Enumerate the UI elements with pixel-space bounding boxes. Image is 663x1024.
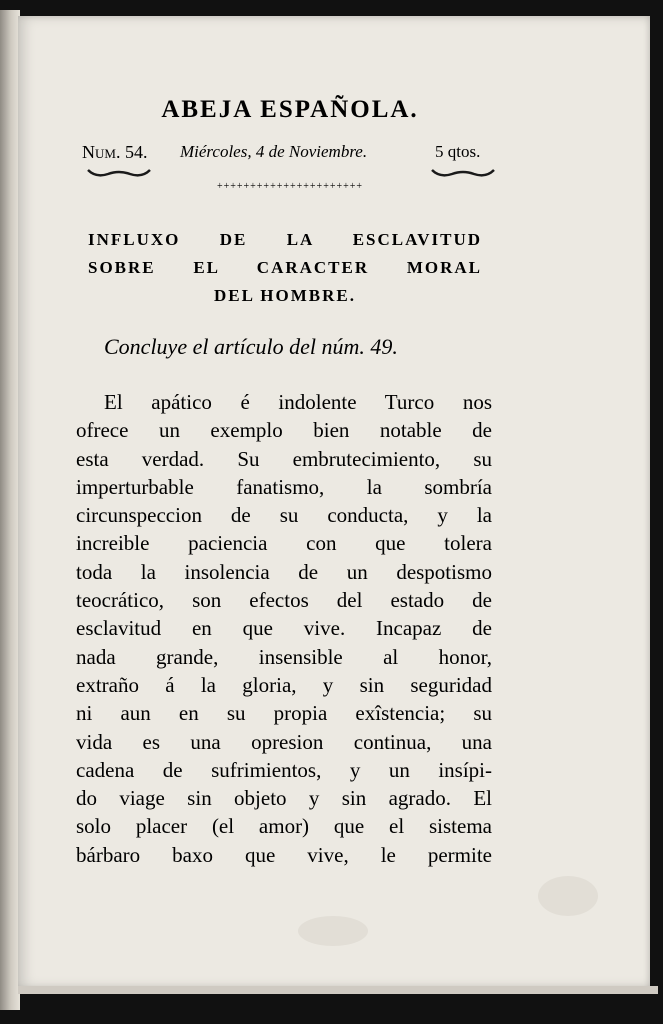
- decorative-rule: ++++++++++++++++++++++: [216, 181, 364, 192]
- heading-line: INFLUXO DE LA ESCLAVITUD: [88, 230, 482, 249]
- article-body: [76, 388, 492, 869]
- swash-ornament: [86, 166, 152, 178]
- body-line: vida es una opresion continua, una: [76, 729, 492, 754]
- issue-number: Num. 54.: [82, 142, 148, 162]
- body-line: bárbaro baxo que vive, le permite: [76, 842, 492, 867]
- body-line: circunspeccion de su conducta, y la: [76, 503, 492, 528]
- body-line: increible paciencia con que tolera: [76, 531, 492, 556]
- body-line: solo placer (el amor) que el sistema: [76, 814, 492, 839]
- heading-line: DEL HOMBRE.: [214, 286, 356, 305]
- page-bottom-edge: [18, 986, 658, 994]
- issue-dateline: [78, 142, 498, 172]
- periodical-title: ABEJA ESPAÑOLA.: [161, 96, 419, 123]
- heading-line: SOBRE EL CARACTER MORAL: [88, 258, 482, 277]
- issue-price: 5 qtos.: [435, 142, 481, 161]
- left-page-edge: [0, 10, 20, 1010]
- article-heading: [88, 226, 482, 310]
- body-line: ni aun en su propia exîstencia; su: [76, 701, 492, 726]
- article-subtitle: Concluye el artículo del núm. 49.: [104, 334, 398, 359]
- body-line: El apático é indolente Turco nos: [104, 390, 492, 414]
- body-line: toda la insolencia de un despotismo: [76, 559, 492, 584]
- body-line: teocrático, son efectos del estado de: [76, 588, 492, 613]
- body-line: imperturbable fanatismo, la sombría: [76, 474, 492, 499]
- paper-stain: [538, 876, 598, 916]
- body-line: esta verdad. Su embrutecimiento, su: [76, 446, 492, 471]
- body-line: cadena de sufrimientos, y un insípi-: [76, 757, 492, 782]
- body-line: extraño á la gloria, y sin seguridad: [76, 672, 492, 697]
- issue-date: Miércoles, 4 de Noviembre.: [180, 142, 368, 161]
- paper-stain: [298, 916, 368, 946]
- body-line: do viage sin objeto y sin agrado. El: [76, 786, 492, 811]
- body-line: esclavitud en que vive. Incapaz de: [76, 616, 492, 641]
- body-line: ofrece un exemplo bien notable de: [76, 418, 492, 443]
- body-line: nada grande, insensible al honor,: [76, 644, 492, 669]
- swash-ornament: [430, 166, 496, 178]
